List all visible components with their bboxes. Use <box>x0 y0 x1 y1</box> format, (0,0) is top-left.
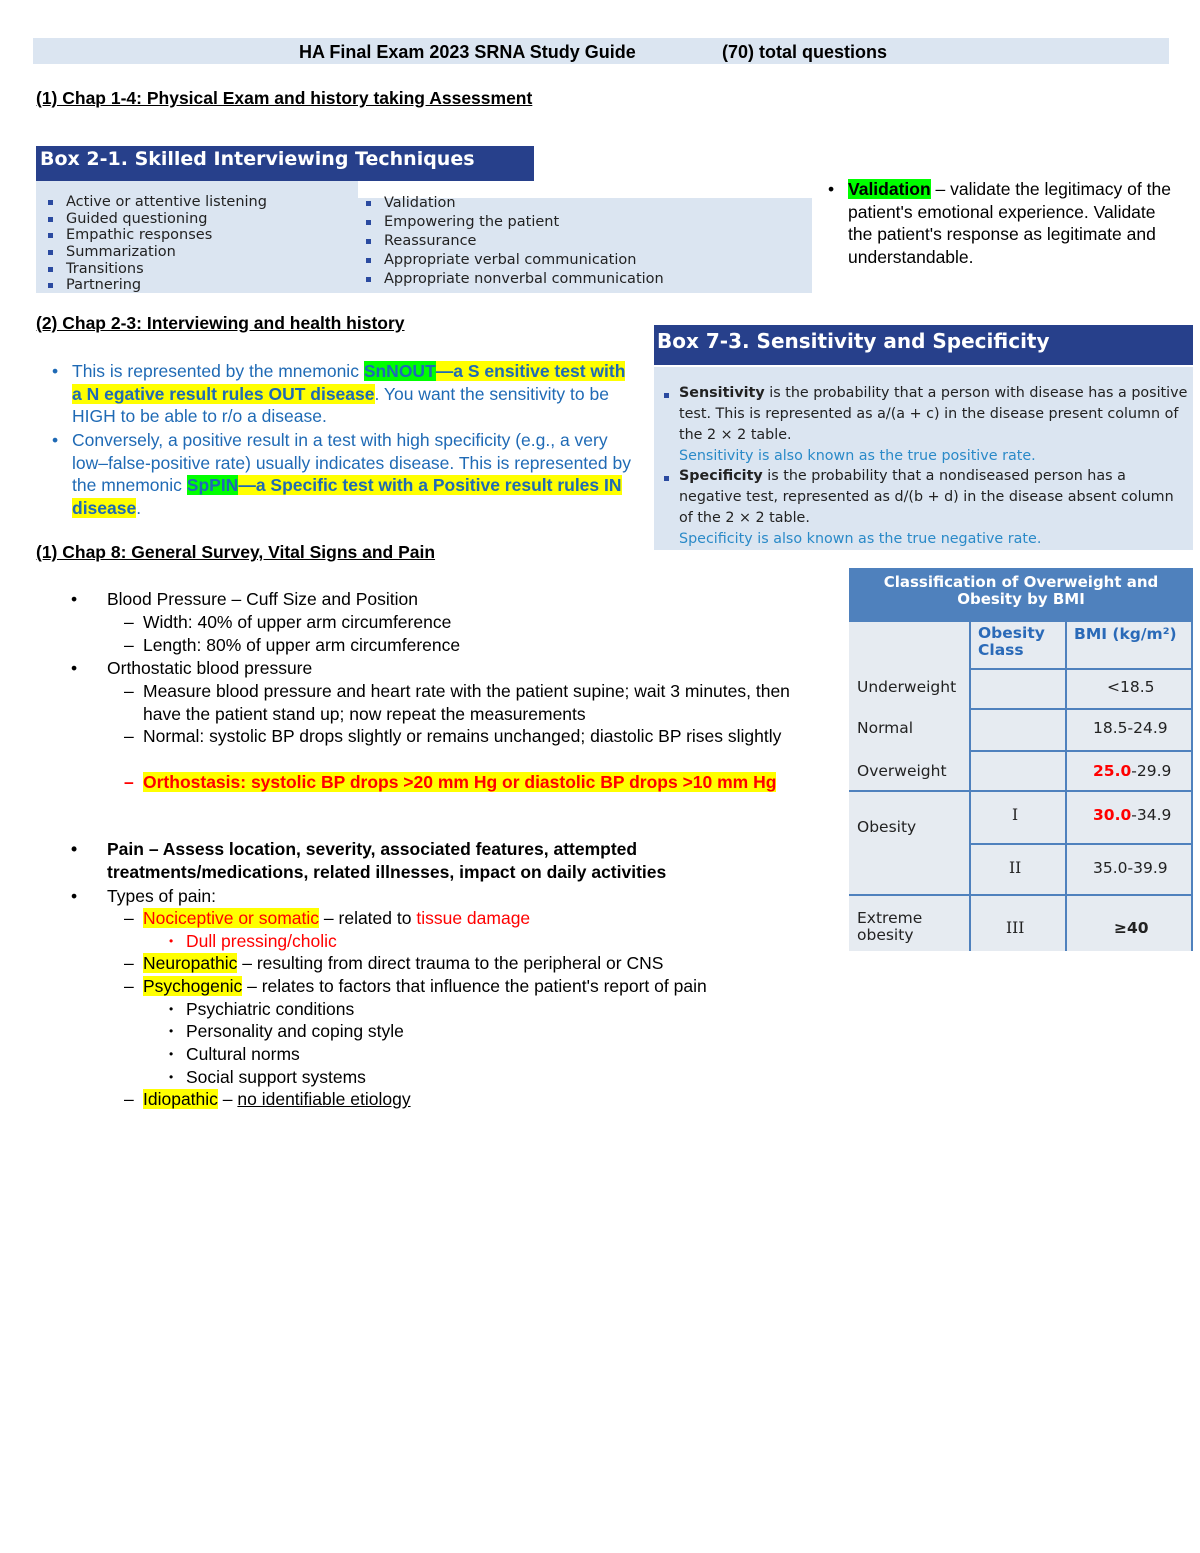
list-item: • Types of pain: <box>107 885 216 908</box>
snnout-mnemonic: SnNOUT <box>363 361 436 381</box>
obesity-class-3: III <box>1006 919 1025 937</box>
chap8-list <box>107 588 827 1118</box>
list-item: – Nociceptive or somatic – related to tissue damage <box>143 907 530 930</box>
box73-title: Box 7-3. Sensitivity and Specificity <box>654 325 1193 365</box>
orthostasis-item: – Orthostasis: systolic BP drops >20 mm Hg or diastolic BP drops >10 mm Hg <box>143 771 827 794</box>
col-header-obesity-class: Obesity Class <box>978 624 1045 659</box>
bmi-normal: 18.5-24.9 <box>1093 719 1168 737</box>
bmi-classification-table <box>849 568 1193 951</box>
list-item: Guided questioning <box>36 211 267 228</box>
list-item: • Cultural norms <box>186 1043 300 1066</box>
list-item: Summarization <box>36 244 267 261</box>
sppin-mnemonic: SpPIN <box>186 475 239 496</box>
box21-title: Box 2-1. Skilled Interviewing Techniques <box>36 146 534 181</box>
row-label-underweight: Underweight <box>857 678 957 696</box>
list-item: – Width: 40% of upper arm circumference <box>143 611 451 634</box>
list-item: • Social support systems <box>186 1066 366 1089</box>
list-item: Validation <box>354 195 664 214</box>
list-item: Appropriate verbal communication <box>354 252 664 271</box>
total-questions: (70) total questions <box>722 42 888 62</box>
validation-term: Validation <box>848 179 931 199</box>
list-item: Transitions <box>36 261 267 278</box>
list-item: – Measure blood pressure and heart rate with the patient supine; wait 3 minutes, then have the patient stand up; now repeat the measurements <box>143 680 827 725</box>
validation-text: – validate the legitimacy of the patient's emotional experience. Validate the patient's response as legitimate and understandable. <box>848 179 1171 267</box>
section-heading-chap2-3: (2) Chap 2-3: Interviewing and health history <box>36 313 405 333</box>
list-item: • Blood Pressure – Cuff Size and Position <box>107 588 418 611</box>
specificity-term: Specificity <box>679 468 763 484</box>
bmi-extreme: ≥40 <box>1114 919 1149 937</box>
row-label-obesity: Obesity <box>857 818 917 836</box>
list-item: Empathic responses <box>36 227 267 244</box>
obesity-class-2: II <box>1009 859 1022 877</box>
bmi-underweight: <18.5 <box>1107 678 1155 696</box>
list-item: – Psychogenic – relates to factors that influence the patient's report of pain <box>143 975 707 998</box>
bmi-overweight: 25.0-29.9 <box>1093 762 1172 780</box>
list-item: Empowering the patient <box>354 214 664 233</box>
bmi-obesity-2: 35.0-39.9 <box>1093 859 1168 877</box>
list-item: – Idiopathic – no identifiable etiology <box>143 1088 411 1111</box>
list-item: – Normal: systolic BP drops slightly or remains unchanged; diastolic BP rises slightly <box>143 725 803 748</box>
sensitivity-note: Sensitivity is also known as the true positive rate. <box>679 448 1036 464</box>
section-heading-chap8: (1) Chap 8: General Survey, Vital Signs and Pain <box>36 542 436 562</box>
obesity-class-1: I <box>1012 806 1019 824</box>
row-label-overweight: Overweight <box>857 762 947 780</box>
list-item: • Personality and coping style <box>186 1020 404 1043</box>
list-item: Reassurance <box>354 233 664 252</box>
snnout-bullet: • This is represented by the mnemonic SnNOUT—a S ensitive test with a N egative result rules OUT disease. You want the sensitivity to be HIGH to be able to r/o a disease. <box>52 361 626 427</box>
validation-note: • Validation – validate the legitimacy of the patient's emotional experience. Validate the patient's response as legitimate and understandable. <box>828 179 1171 267</box>
list-item: Appropriate nonverbal communication <box>354 271 664 290</box>
bmi-table-title: Classification of Overweight and Obesity by BMI <box>849 568 1193 620</box>
row-label-extreme-obesity: Extreme obesity <box>857 909 923 944</box>
list-item: • Dull pressing/cholic <box>186 930 337 953</box>
section-heading-chap1-4: (1) Chap 1-4: Physical Exam and history taking Assessment <box>36 88 533 108</box>
list-item: • Orthostatic blood pressure <box>107 657 312 680</box>
box73-body: Sensitivity is the probability that a person with disease has a positive test. This is represented as a/(a + c) in the disease present column of the 2 × 2 table. Sensitivity is also known as the true positive rate. Specificity is the probability that a nondiseased person has a negative test, represented as d/(b + d) in the disease absent column of the 2 × 2 table. Specificity is also known as the true negative rate. <box>654 367 1193 550</box>
col-header-bmi: BMI (kg/m²) <box>1074 625 1177 643</box>
sppin-bullet: • Conversely, a positive result in a test with high specificity (e.g., a very low–false-positive rate) usually indicates disease. This is represented by the mnemonic SpPIN—a Specific test with a Positive result rules IN disease. <box>52 430 631 519</box>
sensitivity-term: Sensitivity <box>679 385 765 401</box>
box21-body <box>36 181 812 293</box>
bmi-obesity-1: 30.0-34.9 <box>1093 806 1172 824</box>
list-item: – Neuropathic – resulting from direct trauma to the peripheral or CNS <box>143 952 663 975</box>
list-item: Active or attentive listening <box>36 194 267 211</box>
list-item: • Psychiatric conditions <box>186 998 354 1021</box>
specificity-note: Specificity is also known as the true negative rate. <box>679 531 1042 547</box>
list-item: Partnering <box>36 277 267 294</box>
row-label-normal: Normal <box>857 719 914 737</box>
document-title-bar <box>33 38 1169 64</box>
document-title: HA Final Exam 2023 SRNA Study Guide <box>299 42 636 62</box>
box21-right-list <box>354 195 664 290</box>
box21-left-list <box>36 194 267 294</box>
list-item: – Length: 80% of upper arm circumference <box>143 634 460 657</box>
list-item: • Pain – Assess location, severity, associated features, attempted treatments/medications, related illnesses, impact on daily activities <box>107 838 747 883</box>
